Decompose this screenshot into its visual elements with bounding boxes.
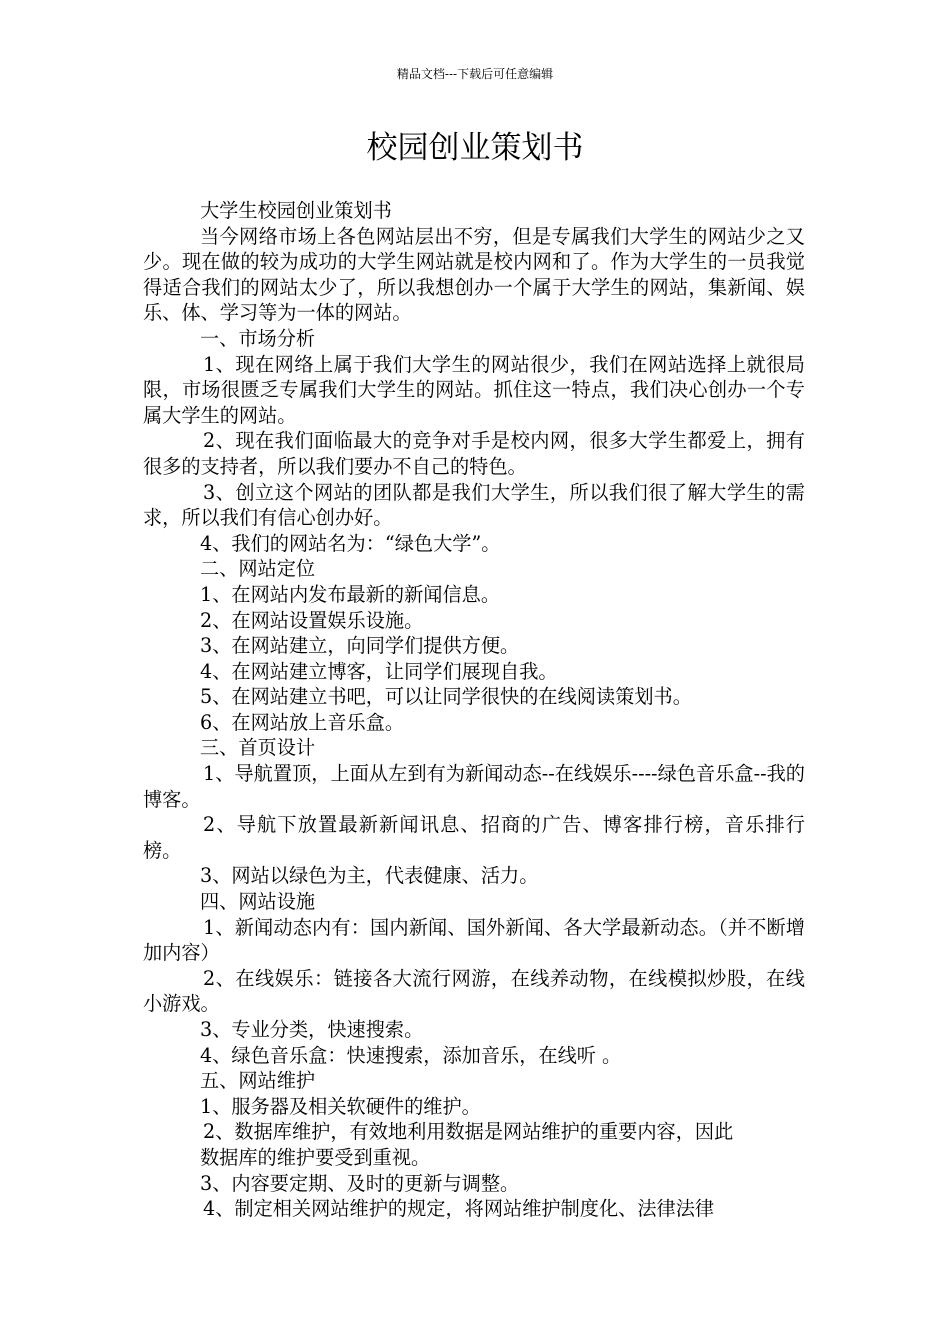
document-body (143, 198, 805, 1222)
section-heading-maintenance: 五、网站维护 (200, 1069, 316, 1093)
maintenance-item-4: 4、制定相关网站维护的规定，将网站维护制度化、法律法律 (203, 1197, 715, 1221)
facilities-item-4: 4、绿色音乐盒：快速搜索，添加音乐，在线听 。 (200, 1043, 622, 1067)
section-heading-positioning: 二、网站定位 (200, 557, 316, 581)
positioning-item-2: 2、在网站设置娱乐设施。 (200, 608, 424, 632)
positioning-item-4: 4、在网站建立博客，让同学们展现自我。 (200, 659, 558, 683)
maintenance-item-3: 3、内容要定期、及时的更新与调整。 (200, 1171, 520, 1195)
positioning-item-6: 6、在网站放上音乐盒。 (200, 710, 405, 734)
market-item-1: 1、现在网络上属于我们大学生的网站很少，我们在网站选择上就很局限，市场很匮乏专属我们大学生的网站。抓住这一特点，我们决心创办一个专属大学生的网站。 (143, 352, 805, 427)
header-note: 精品文档---下载后可任意编辑 (396, 67, 554, 81)
facilities-item-3: 3、专业分类，快速搜索。 (200, 1018, 424, 1041)
market-item-4: 4、我们的网站名为：“绿色大学”。 (200, 531, 501, 555)
section-heading-facilities: 四、网站设施 (200, 890, 316, 914)
section-heading-market: 一、市场分析 (200, 326, 316, 350)
market-item-3: 3、创立这个网站的团队都是我们大学生，所以我们很了解大学生的需求，所以我们有信心创办好。 (143, 480, 805, 530)
document-title: 校园创业策划书 (366, 130, 584, 166)
maintenance-item-2-continued: 数据库的维护要受到重视。 (200, 1145, 431, 1169)
positioning-item-5: 5、在网站建立书吧，可以让同学很快的在线阅读策划书。 (200, 685, 692, 709)
subtitle-paragraph: 大学生校园创业策划书 (200, 199, 392, 222)
section-heading-homepage: 三、首页设计 (200, 736, 316, 760)
market-item-2: 2、现在我们面临最大的竞争对手是校内网，很多大学生都爱上，拥有很多的支持者，所以我们要办不自己的特色。 (143, 429, 805, 478)
homepage-item-1: 1、导航置顶，上面从左到有为新闻动态--在线娱乐----绿色音乐盒--我的博客。 (143, 762, 805, 811)
facilities-item-1: 1、新闻动态内有：国内新闻、国外新闻、各大学最新动态。（并不断增加内容） (143, 915, 805, 965)
maintenance-item-2: 2、数据库维护，有效地利用数据是网站维护的重要内容，因此 (203, 1120, 734, 1144)
homepage-item-2: 2、导航下放置最新新闻讯息、招商的广告、博客排行榜，音乐排行榜。 (143, 813, 805, 862)
facilities-item-2: 2、在线娱乐：链接各大流行网游，在线养动物，在线模拟炒股，在线小游戏。 (143, 966, 805, 1016)
intro-paragraph: 当今网络市场上各色网站层出不穷，但是专属我们大学生的网站少之又少。现在做的较为成功的大学生网站就是校内网和了。作为大学生的一员我觉得适合我们的网站太少了，所以我想创办一个属于大学生的网站，集新闻、娱乐、体、学习等为一体的网站。 (143, 224, 805, 325)
maintenance-item-1: 1、服务器及相关软硬件的维护。 (200, 1094, 481, 1118)
positioning-item-1: 1、在网站内发布最新的新闻信息。 (200, 582, 501, 606)
homepage-item-3: 3、网站以绿色为主，代表健康、活力。 (200, 864, 539, 888)
positioning-item-3: 3、在网站建立，向同学们提供方便。 (200, 634, 520, 658)
